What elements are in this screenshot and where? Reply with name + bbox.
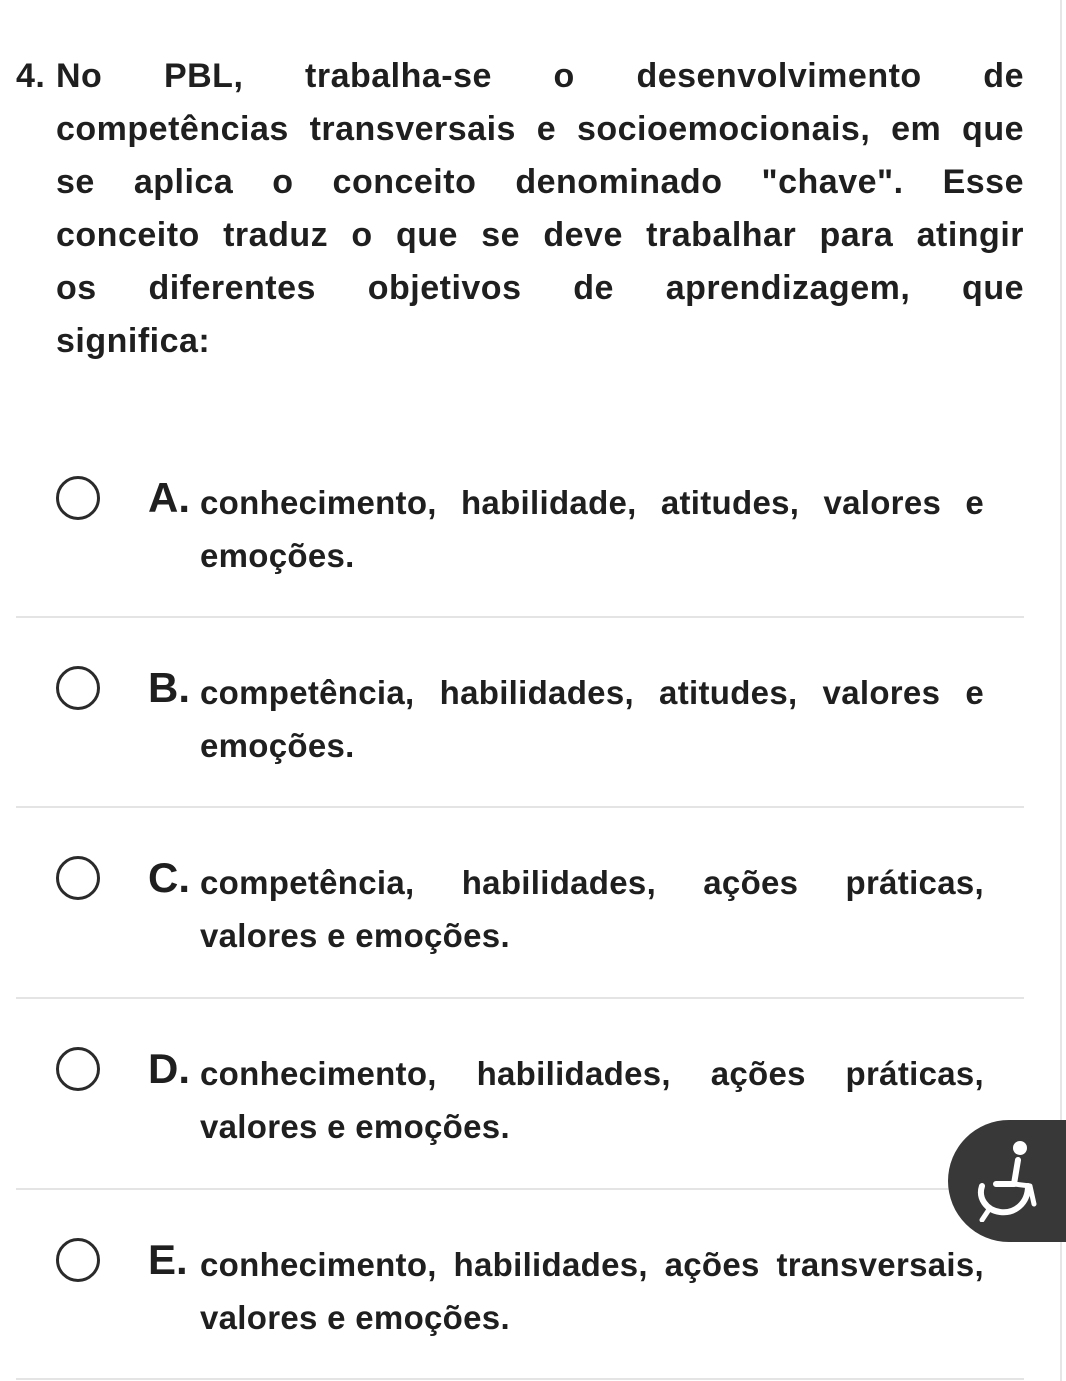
option-d-line-1: conhecimento, habilidades, ações práticas, xyxy=(200,1055,984,1092)
question-number: 4. xyxy=(16,57,46,95)
option-divider xyxy=(16,616,1024,618)
option-a-radio[interactable] xyxy=(56,476,100,520)
option-a[interactable] xyxy=(56,470,1026,574)
accessibility-button[interactable] xyxy=(948,1120,1066,1242)
option-divider xyxy=(16,1188,1024,1190)
option-e-text xyxy=(200,1238,984,1344)
option-e-line-2: valores e emoções. xyxy=(200,1299,510,1336)
option-b-radio[interactable] xyxy=(56,666,100,710)
option-d-text xyxy=(200,1047,984,1153)
option-b[interactable] xyxy=(56,660,1026,764)
option-c[interactable] xyxy=(56,850,1026,954)
option-b-line-1: competência, habilidades, atitudes, valores e xyxy=(200,674,984,711)
question-line-4: conceito traduz o que se deve trabalhar para atingir xyxy=(56,216,1024,254)
option-c-line-1: competência, habilidades, ações práticas, xyxy=(200,864,984,901)
option-e-radio[interactable] xyxy=(56,1238,100,1282)
option-c-radio[interactable] xyxy=(56,856,100,900)
option-b-line-2: emoções. xyxy=(200,727,355,764)
option-c-letter: C. xyxy=(148,854,190,901)
option-a-line-2: emoções. xyxy=(200,537,355,574)
question-line-2: competências transversais e socioemocionais, em que xyxy=(56,110,1024,148)
question-line-3: se aplica o conceito denominado "chave". Esse xyxy=(56,163,1024,201)
question-first-line xyxy=(16,50,1024,103)
option-d-line-2: valores e emoções. xyxy=(200,1108,510,1145)
option-e-line-1: conhecimento, habilidades, ações transversais, xyxy=(200,1246,984,1283)
option-a-text xyxy=(200,476,984,582)
option-e-letter: E. xyxy=(148,1236,188,1283)
option-c-text xyxy=(200,856,984,962)
option-b-text xyxy=(200,666,984,772)
option-c-line-2: valores e emoções. xyxy=(200,917,510,954)
option-divider xyxy=(16,806,1024,808)
option-divider xyxy=(16,1378,1024,1380)
question-line-6: significa: xyxy=(56,322,211,360)
option-e[interactable] xyxy=(56,1232,1026,1336)
option-a-letter: A. xyxy=(148,474,190,521)
question-line-1: No PBL, trabalha-se o desenvolvimento de xyxy=(56,57,1024,95)
option-d-radio[interactable] xyxy=(56,1047,100,1091)
option-a-line-1: conhecimento, habilidade, atitudes, valores e xyxy=(200,484,984,521)
option-d[interactable] xyxy=(56,1041,1026,1145)
question-stem xyxy=(16,50,1024,368)
option-divider xyxy=(16,997,1024,999)
option-d-letter: D. xyxy=(148,1045,190,1092)
question-line-5: os diferentes objetivos de aprendizagem, que xyxy=(56,269,1024,307)
option-b-letter: B. xyxy=(148,664,190,711)
